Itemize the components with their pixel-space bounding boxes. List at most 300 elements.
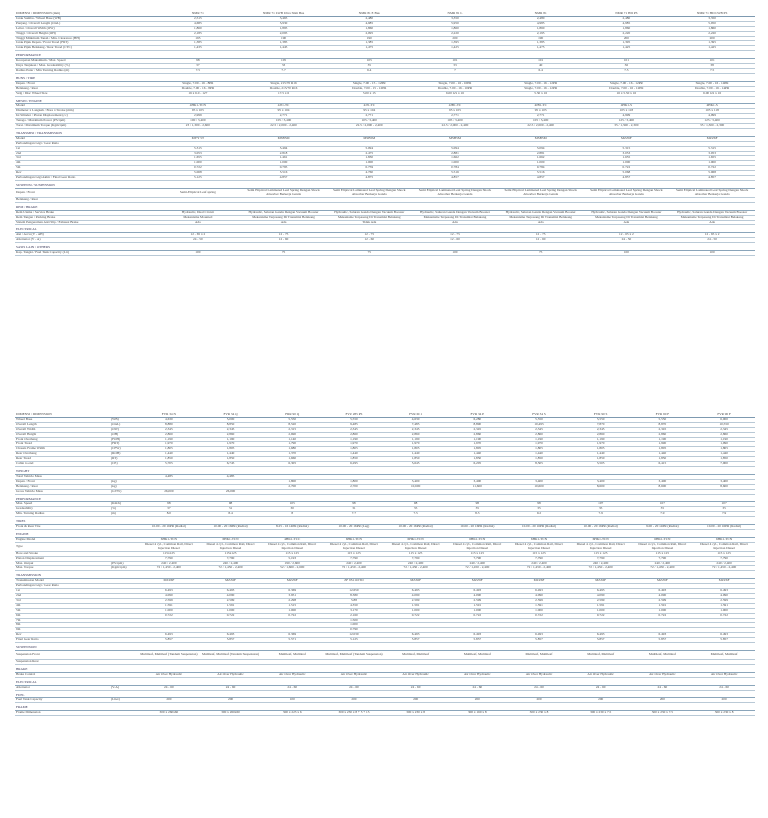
row-value: 1,800	[261, 479, 323, 484]
row-value: Ada	[498, 220, 584, 225]
row-value: 1,970	[200, 442, 262, 447]
row-value: 6.369	[261, 589, 323, 594]
row-value: 7,485	[385, 422, 447, 427]
row-value: MSB5M	[326, 136, 412, 141]
row-value: 8,600	[693, 484, 755, 489]
row-value: 1.500	[323, 618, 385, 623]
row-value: 1,440	[693, 452, 755, 457]
row-value: Hydraulic, Saluran Ganda Dengan Vacuum Booster	[498, 210, 584, 215]
row-value: 240 / 2,400	[385, 561, 447, 566]
row-value: 1,440	[570, 452, 632, 457]
row-value: 12 - 60	[241, 238, 327, 243]
row-value: 6.493	[200, 589, 262, 594]
row-value: 1,805	[138, 447, 200, 452]
row-value: Air Over Hydraulic	[200, 672, 262, 677]
section-title: SASIS LAIN / OTHERS	[15, 246, 755, 250]
row-value: 4,485	[138, 474, 200, 479]
row-value: 12 - 60	[498, 238, 584, 243]
spec-table	[15, 413, 755, 716]
row-unit: (OH)	[110, 432, 138, 437]
model-name: NMR 71	[155, 12, 241, 16]
row-label: Chassis Frame Width	[15, 447, 110, 452]
row-value: 7,790	[323, 556, 385, 561]
row-value: 1.000	[200, 608, 262, 613]
row-value: Diesel 4 cyl., Common Rail, Direct Injection Diesel	[693, 542, 755, 551]
row-value: 6HK1-TCN	[385, 537, 447, 542]
row-value: 6,205	[446, 462, 508, 467]
row-value: 72 / 1,450 - 2,400	[446, 566, 508, 571]
row-value: 2,860	[385, 432, 447, 437]
row-value: 6HK1-TCN	[632, 537, 694, 542]
row-value: 3,400	[385, 479, 447, 484]
row-value: 6.493	[446, 633, 508, 638]
row-value: 1.591	[508, 603, 570, 608]
row-value: 1,190	[200, 437, 262, 442]
row-label: Kecepatan Maksimum / Max. Speed	[15, 59, 155, 64]
row-value: Diesel 4 cyl., Common Rail, Direct Injection Diesel	[261, 542, 323, 551]
row-value: 4HK1-TCC	[261, 537, 323, 542]
row-value: 101	[412, 59, 498, 64]
row-value: 1.591	[632, 603, 694, 608]
row-value: Diesel 4 cyl., Common Rail, Direct Injection Diesel	[323, 542, 385, 551]
row-value: 4.857	[498, 176, 584, 181]
row-value: 0.722	[570, 613, 632, 618]
row-value: Hydraulic, Saluran Ganda Dengan Vacuum Booster	[584, 210, 670, 215]
row-value: 5.094	[498, 146, 584, 151]
row-value: 4.857	[412, 176, 498, 181]
row-value: 8,600	[570, 484, 632, 489]
row-value: 6.493	[508, 633, 570, 638]
row-value: Multileaf, Multileaf	[570, 650, 632, 659]
row-value: 3,350	[412, 16, 498, 21]
section-title: PERFORMANCE	[15, 54, 755, 58]
model-name: NMR 71 LWB Ultra Slim Bus	[241, 12, 327, 16]
row-value: 95 x 105	[155, 109, 241, 114]
row-value: 26,000	[138, 489, 200, 494]
row-value: Air Over Hydraulic	[138, 672, 200, 677]
row-value: 5.857	[446, 638, 508, 643]
row-value: 5,550	[261, 417, 323, 422]
row-value: 4HK1-S	[669, 104, 755, 109]
row-value: Hydraulic, Saluran Ganda Dengan Vacuum Booster	[241, 210, 327, 215]
row-value: Semi Eliptical Laminated Leaf Spring Dengan Shock Absorber Berkerja Ganda	[326, 188, 412, 197]
row-value: 1.000	[498, 161, 584, 166]
row-value: 75	[326, 251, 412, 256]
row-value: 5.516	[241, 171, 327, 176]
row-value: 24 - 60	[261, 685, 323, 690]
row-value: 7.5	[385, 512, 447, 517]
row-value: Air Over Hydraulic	[446, 672, 508, 677]
row-value: 100	[584, 251, 670, 256]
row-value: 2,220	[584, 31, 670, 36]
row-value: 37	[155, 64, 241, 69]
row-value: MYY 5T	[155, 136, 241, 141]
row-value: 8.25 - 16 14PR (Radial)	[261, 525, 323, 530]
row-value: 2,220	[412, 31, 498, 36]
row-value: 1.000	[508, 608, 570, 613]
row-value: Tidak Ada	[326, 220, 412, 225]
row-label: 4th	[15, 603, 110, 608]
row-value: 300 x 260x60	[200, 711, 262, 716]
row-label: Sistem Pengereman Anti Slip / Exhaust Brake	[15, 220, 155, 225]
row-value: 6.493	[570, 633, 632, 638]
row-value: 2.881	[498, 151, 584, 156]
row-value: 2,345	[323, 427, 385, 432]
row-value: 4,999	[584, 114, 670, 119]
row-value: Multileaf, Multileaf (Tandem Suspension)	[138, 650, 200, 659]
row-value: 6HK1-TCN	[138, 537, 200, 542]
row-value: 98	[385, 502, 447, 507]
row-value: 7,790	[570, 556, 632, 561]
row-value: 10.00 - 20 16PR (Radial)	[138, 525, 200, 530]
row-value: Multileaf, Multileaf	[508, 650, 570, 659]
row-value: 6,000	[693, 417, 755, 422]
row-value: 6,280	[446, 417, 508, 422]
row-value: Double, 7.00 - 16 - 8PR	[155, 86, 241, 91]
row-value: 24 - 60	[508, 685, 570, 690]
row-value: 105 x 118	[584, 109, 670, 114]
row-value: 1,970	[446, 442, 508, 447]
row-value: 4HK1-TCN	[155, 104, 241, 109]
row-value: 0.722	[155, 166, 241, 171]
row-value: 7,790	[446, 556, 508, 561]
row-value: 105 / 3,400	[412, 119, 498, 124]
row-value: 200	[412, 36, 498, 41]
row-value: 1,805	[200, 447, 262, 452]
row-value: 2.599	[138, 598, 200, 603]
row-value: MSB5M	[498, 136, 584, 141]
row-value: 12.650	[323, 589, 385, 594]
row-value: 4.090	[385, 594, 447, 599]
row-value: 2,860	[138, 432, 200, 437]
row-unit	[110, 711, 138, 716]
row-value: 3,400	[570, 479, 632, 484]
row-value: 8.3	[446, 512, 508, 517]
row-value: Air Over Hydraulic	[385, 672, 447, 677]
row-value: 4.090	[446, 594, 508, 599]
row-value: 24 - 60	[138, 685, 200, 690]
row-value: 1,850	[508, 457, 570, 462]
row-value: Semi Eliptical Laminated Leaf Spring Dengan Shock Absorber Berkerja Ganda	[498, 188, 584, 197]
row-value: 2,480	[584, 16, 670, 21]
row-label: Type	[15, 542, 110, 551]
row-value: 5.068	[669, 171, 755, 176]
row-label: Aki / Accu (V - AH)	[15, 233, 155, 238]
row-value: 3.053	[155, 151, 241, 156]
row-value: Single, 7.00 - 15 - 12PR	[326, 81, 412, 86]
row-value: 10.00 - 20 16PR (Radial)	[385, 525, 447, 530]
row-value: MZZ6F	[632, 579, 694, 584]
row-value: 5.516	[412, 171, 498, 176]
row-value: 1,790	[261, 442, 323, 447]
spec-table-bottom	[15, 413, 755, 716]
row-value: 4,630	[385, 417, 447, 422]
row-value: MZZ6F	[138, 579, 200, 584]
row-label: Alternator	[15, 685, 110, 690]
row-value: 6.493	[508, 589, 570, 594]
row-value: 0.722	[446, 613, 508, 618]
row-value: 105	[326, 59, 412, 64]
row-value: 1,440	[632, 452, 694, 457]
row-value: 4,985	[584, 21, 670, 26]
row-value: 12 - 75	[241, 233, 327, 238]
row-value: 98	[200, 502, 262, 507]
row-value: Single, 7.00 - 16 - 12PR	[498, 86, 584, 91]
row-value: 24 - 50	[155, 238, 241, 243]
row-value: 2.475	[326, 151, 412, 156]
row-value: 4.760	[326, 171, 412, 176]
row-value: 105 x 118	[669, 109, 755, 114]
row-value: 33	[412, 64, 498, 69]
row-value: 5.315	[669, 146, 755, 151]
row-value: 200	[508, 698, 570, 703]
row-value: 98	[138, 502, 200, 507]
row-value: 1,805	[446, 447, 508, 452]
row-value: 1.000	[669, 161, 755, 166]
row-unit: (Kgm/rpm)	[110, 566, 138, 571]
row-label: Belakang / Rear	[15, 197, 155, 202]
row-value: 2,345	[385, 427, 447, 432]
row-value: 2.599	[508, 598, 570, 603]
row-value: MZZ6F	[385, 579, 447, 584]
row-value: 72 / 1,450 - 2,400	[570, 566, 632, 571]
row-value: 105	[241, 59, 327, 64]
row-value: 4.090	[693, 594, 755, 599]
row-label: Suspension Front	[15, 650, 110, 659]
row-value: 6.369	[261, 633, 323, 638]
row-value: 1,860	[669, 26, 755, 31]
row-value: 0.759	[326, 166, 412, 171]
row-value: 5.125	[155, 176, 241, 181]
row-label: Daya Tanjakan / Max. Gradeability (%)	[15, 64, 155, 69]
model-name: NMR 81 E Bus	[326, 12, 412, 16]
row-value: 72 / 1,450 - 2,400	[385, 566, 447, 571]
row-value: 6HK1-TCN	[693, 537, 755, 542]
row-label: Frame Dimension	[15, 711, 110, 716]
row-value: 1,385	[241, 41, 327, 46]
row-unit: (Km/h)	[110, 502, 138, 507]
row-value: 5.857	[385, 638, 447, 643]
row-value: 31	[323, 507, 385, 512]
row-label: 5th	[15, 166, 155, 171]
row-value: 1,190	[570, 437, 632, 442]
row-label: Tinggi / Overall Height (OH)	[15, 31, 155, 36]
row-value: 3,400	[508, 479, 570, 484]
row-value: 2,860	[570, 432, 632, 437]
row-value: Multileaf, Multileaf	[693, 650, 755, 659]
table-row	[15, 251, 755, 256]
row-value: 115 x 125	[323, 551, 385, 556]
row-value: 22.5 / 2,000 - 2,400	[412, 124, 498, 129]
row-value: 24 - 60	[385, 685, 447, 690]
row-value: 7,790	[693, 556, 755, 561]
row-value: 8.4	[200, 512, 262, 517]
row-value: 24 - 60	[200, 685, 262, 690]
row-label: Radius Putar / Min Turning Radius (m)	[15, 68, 155, 73]
row-value: Ada	[155, 220, 241, 225]
row-value: 5.516	[498, 171, 584, 176]
row-value: 1.662	[498, 156, 584, 161]
row-value: 190 / 2,600	[261, 561, 323, 566]
row-value: Mekanisme Terpasang Di Transmisi Belakang	[669, 215, 755, 220]
row-value: 6.493	[385, 633, 447, 638]
row-value: 1,140	[261, 437, 323, 442]
row-value: 2.599	[200, 598, 262, 603]
row-value: 12 - 60	[412, 238, 498, 243]
row-value: 101	[584, 59, 670, 64]
row-unit: (kg)	[110, 479, 138, 484]
row-label: Rem Tangan / Parking Brake	[15, 215, 155, 220]
row-label: Max. Torque	[15, 566, 110, 571]
model-name: NMR 71 HD LWB PS	[669, 12, 755, 16]
row-value: 3,350	[669, 16, 755, 21]
row-value: Ada	[669, 220, 755, 225]
row-value: 6HK1-TCN	[323, 537, 385, 542]
row-value: 7.5	[584, 68, 670, 73]
row-value: 2,771	[412, 114, 498, 119]
row-label: 7th	[15, 618, 110, 623]
row-value: Air Over Hydraulic	[261, 672, 323, 677]
row-value: 2.599	[385, 598, 447, 603]
row-value: 2,480	[326, 16, 412, 21]
row-value: 3.170	[323, 608, 385, 613]
row-value: Semi Eliptical Laminated Leaf Spring Dengan Shock Absorber Berkerja Ganda	[669, 188, 755, 197]
row-label: 1st	[15, 146, 155, 151]
row-value: 52 / 1,600 - 2,600	[261, 566, 323, 571]
row-value: 6.493	[570, 589, 632, 594]
row-unit: (OW)	[110, 427, 138, 432]
row-value: 7	[412, 68, 498, 73]
row-value: 75	[241, 251, 327, 256]
model-name: FRR 90 Q	[261, 413, 323, 417]
section-title: SUSPENSION	[15, 646, 755, 650]
row-value: 23 / 1,300 - 2,600	[155, 124, 241, 129]
row-value: 1.000	[323, 623, 385, 628]
row-value: 1,850	[632, 457, 694, 462]
row-value: 35	[446, 507, 508, 512]
row-value: 2,771	[241, 114, 327, 119]
row-value: 5,193	[261, 556, 323, 561]
row-unit	[110, 542, 138, 551]
row-value: 101	[669, 59, 755, 64]
row-value: 4.857	[584, 176, 670, 181]
row-value: 2.599	[693, 598, 755, 603]
row-label: Belakang / Rear	[15, 484, 110, 489]
row-value: Semi Eliptical Laminated Leaf Spring Dengan Shock Absorber Berkerja Ganda	[412, 188, 498, 197]
row-value: 7,790	[632, 556, 694, 561]
row-value: 10,600	[508, 484, 570, 489]
row-value: 5.857	[570, 638, 632, 643]
row-label: 2nd	[15, 151, 155, 156]
row-value: 5.068	[584, 171, 670, 176]
row-value: 115 x 125	[261, 551, 323, 556]
row-label: Rear Tread	[15, 457, 110, 462]
row-value: 1,440	[138, 452, 200, 457]
spec-table	[15, 12, 755, 256]
row-value: 1.655	[669, 156, 755, 161]
row-label: Lebar / Overall Width (OW)	[15, 26, 155, 31]
row-value: 1,190	[693, 437, 755, 442]
row-unit: (ROH)	[110, 452, 138, 457]
row-label: Kap. Tangki / Fuel Tank Capacity (Ltr)	[15, 251, 155, 256]
row-value: Single, 215/70 R16	[241, 81, 327, 86]
row-value: Multileaf, Multileaf	[261, 650, 323, 659]
row-value: 1,800	[323, 479, 385, 484]
row-value: 7.9	[632, 512, 694, 517]
row-value: 1,680	[261, 447, 323, 452]
row-value: Semi Eliptical Laminated Leaf Spring Dengan Shock Absorber Berkerja Ganda	[241, 188, 327, 197]
row-value: 2.599	[570, 598, 632, 603]
row-value: 72 / 1,450 - 2,400	[323, 566, 385, 571]
model-name: NMR 81 L	[412, 12, 498, 16]
row-value: 107	[570, 502, 632, 507]
row-value: 1,475	[326, 46, 412, 51]
row-value: 5,645	[385, 462, 447, 467]
row-unit: (RT)	[110, 457, 138, 462]
row-value: 300 x 160 x 8	[446, 711, 508, 716]
row-value: MZZ6F	[669, 136, 755, 141]
row-value: 1,805	[508, 447, 570, 452]
section-title: BUNS / TIRE	[15, 77, 755, 81]
row-value: Semi Eliptical Laminated Leaf Spring Dengan Shock Absorber Berkerja Ganda	[584, 188, 670, 197]
row-value: 0.722	[584, 166, 670, 171]
row-value: 100	[261, 698, 323, 703]
row-value: 6HK1-TCN	[446, 537, 508, 542]
table-row	[15, 542, 755, 551]
row-value: 240 / 2,400	[138, 561, 200, 566]
row-value: 5.068	[155, 171, 241, 176]
row-value: 2,999	[155, 114, 241, 119]
section-title: TIRES	[15, 520, 755, 524]
row-value: 105 / 3,400	[326, 119, 412, 124]
row-value: 9.2	[508, 512, 570, 517]
row-value: 35	[508, 507, 570, 512]
row-label: Front Tread	[15, 442, 110, 447]
row-value: 1,850	[138, 457, 200, 462]
row-label: 9th	[15, 628, 110, 633]
row-value: 10.00 - 20 16PR (Radial)	[508, 525, 570, 530]
row-value: 24 - 60	[446, 685, 508, 690]
row-value: Multileaf, Multileaf	[385, 650, 447, 659]
row-label: Rev	[15, 633, 110, 638]
row-value: 115 x 125	[693, 551, 755, 556]
row-value: 2,771	[326, 114, 412, 119]
row-value: 26,000	[200, 489, 262, 494]
row-value: 240 / 2,400	[446, 561, 508, 566]
table-row	[15, 711, 755, 716]
row-value: 240 / 2,400	[693, 561, 755, 566]
row-label: 2nd	[15, 594, 110, 599]
row-value: 0.722	[138, 613, 200, 618]
table-row	[15, 650, 755, 659]
row-value: Double, 7.00 - 16 - 10PR	[412, 86, 498, 91]
row-value: 125 / 3,400	[584, 119, 670, 124]
row-value: 1,445	[241, 46, 327, 51]
row-value: 11,600	[446, 484, 508, 489]
row-value: 1,850	[446, 457, 508, 462]
row-label: Transmission Model	[15, 579, 110, 584]
row-value: 8	[261, 512, 323, 517]
spec-table-top	[15, 12, 755, 256]
model-name: FVR 90 F	[632, 413, 694, 417]
row-value: 1.000	[412, 161, 498, 166]
row-value: 300 x 230 x 8	[508, 711, 570, 716]
row-label: Perbandingan Gigi / Gear Ratio	[15, 141, 155, 146]
row-value: 4.090	[632, 594, 694, 599]
row-value: 1.000	[632, 608, 694, 613]
row-value: 1,850	[323, 457, 385, 462]
row-value: 35 / 1,300 - 2,300	[669, 124, 755, 129]
